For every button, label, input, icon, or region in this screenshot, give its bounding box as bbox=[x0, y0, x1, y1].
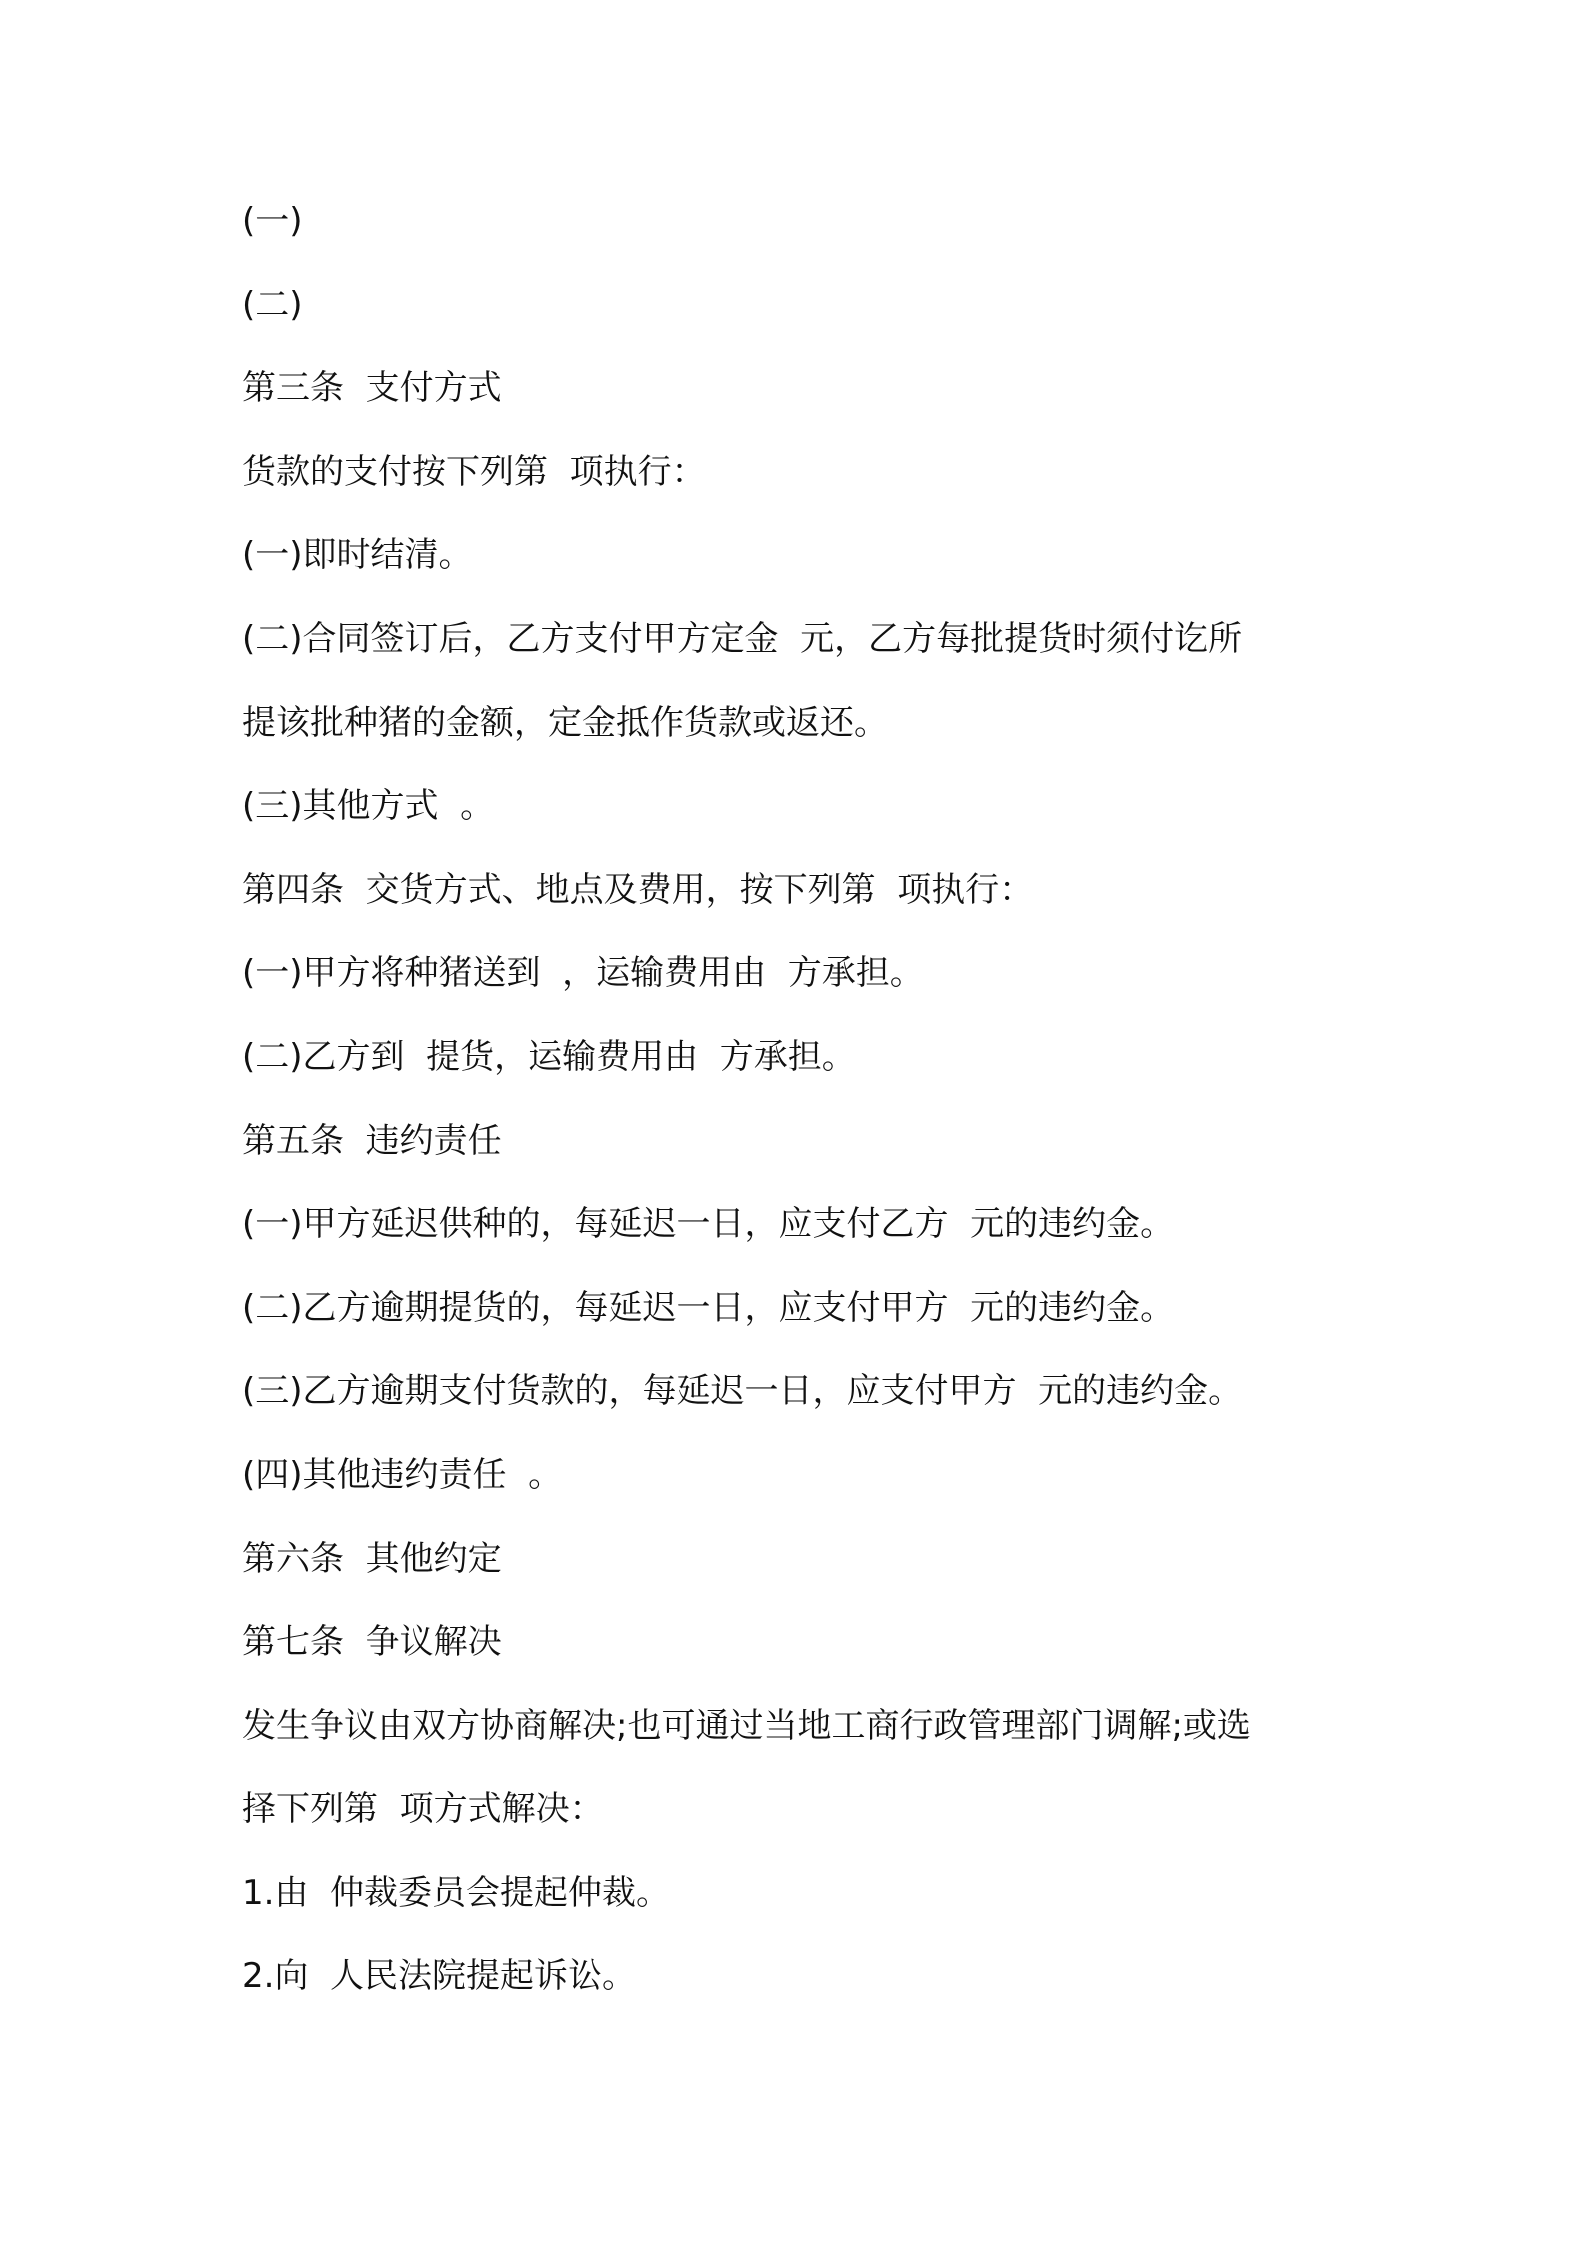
delivery-option-2: (二)乙方到 提货，运输费用由 方承担。 bbox=[242, 1036, 856, 1077]
payment-option-3: (三)其他方式 。 bbox=[242, 786, 495, 827]
delivery-option-1: (一)甲方将种猪送到 ，运输费用由 方承担。 bbox=[242, 953, 924, 994]
dispute-text-line-2: 择下列第 项方式解决： bbox=[242, 1789, 604, 1830]
dispute-option-1: 1.由 仲裁委员会提起仲裁。 bbox=[242, 1872, 671, 1913]
payment-option-2-line-1: (二)合同签订后，乙方支付甲方定金 元，乙方每批提货时须付讫所 bbox=[242, 618, 1243, 659]
liability-item-3: (三)乙方逾期支付货款的，每延迟一日，应支付甲方 元的违约金。 bbox=[242, 1371, 1243, 1412]
clause-item-1: (一) bbox=[242, 201, 303, 241]
article-3-heading: 第三条 支付方式 bbox=[242, 368, 502, 409]
document-body bbox=[242, 200, 1362, 2039]
liability-item-4: (四)其他违约责任 。 bbox=[242, 1454, 563, 1495]
liability-item-2: (二)乙方逾期提货的，每延迟一日，应支付甲方 元的违约金。 bbox=[242, 1287, 1175, 1328]
article-4-heading: 第四条 交货方式、地点及费用，按下列第 项执行： bbox=[242, 869, 1034, 910]
article-7-heading: 第七条 争议解决 bbox=[242, 1622, 502, 1663]
article-6-heading: 第六条 其他约定 bbox=[242, 1538, 502, 1579]
dispute-option-2: 2.向 人民法院提起诉讼。 bbox=[242, 1956, 637, 1997]
payment-option-2-line-2: 提该批种猪的金额，定金抵作货款或返还。 bbox=[242, 702, 888, 743]
dispute-text-line-1: 发生争议由双方协商解决;也可通过当地工商行政管理部门调解;或选 bbox=[242, 1705, 1251, 1746]
payment-option-1: (一)即时结清。 bbox=[242, 535, 473, 576]
article-3-intro: 货款的支付按下列第 项执行： bbox=[242, 451, 706, 492]
liability-item-1: (一)甲方延迟供种的，每延迟一日，应支付乙方 元的违约金。 bbox=[242, 1204, 1175, 1245]
article-5-heading: 第五条 违约责任 bbox=[242, 1120, 502, 1161]
clause-item-2: (二) bbox=[242, 284, 303, 325]
